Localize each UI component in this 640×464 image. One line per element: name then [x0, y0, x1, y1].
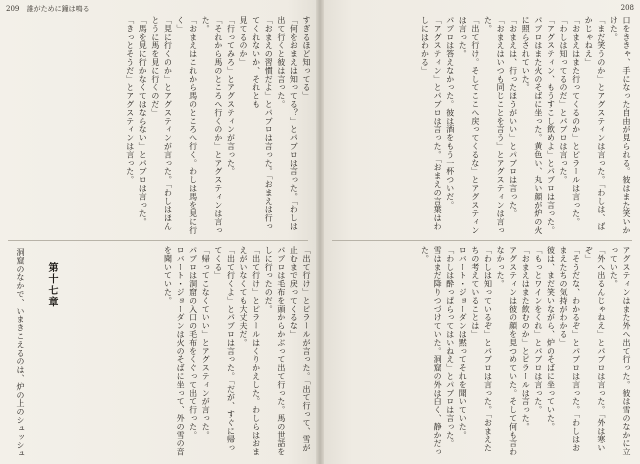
- right-page-number: 208: [620, 4, 634, 12]
- chapter-first-line: 洞窟のなかで、いまきこえるのは、炉の上のシュッシュ: [16, 248, 25, 458]
- right-page: [320, 0, 640, 464]
- text-paragraph: パブロは毛布を頭からかぶって出て行った。馬の世話をしに行ったのだ。: [264, 246, 286, 456]
- text-paragraph: 「見に行くのか」とアグスティンが言った。「わしはほんとうに馬を見に行くのだ」: [150, 16, 173, 231]
- text-paragraph: 「アグスティン、もうすこし飲めよ」とパブロは言った。: [546, 16, 556, 235]
- text-paragraph: 「出て行け」とピラールはくりかえした。わしらはおまえがいなくても大丈夫だ。: [239, 246, 261, 456]
- text-paragraph: 「わしは知っているぞ」とパブロは言った。「おまえたちの考えていることは」: [470, 246, 493, 452]
- right-running-header: [621, 4, 634, 12]
- text-paragraph: 彼は、まだ笑いながら、炉のそばに坐っていた。: [546, 246, 556, 431]
- text-paragraph: 「おまえはまた飲むのか」とピラールは言った。: [521, 246, 531, 431]
- text-paragraph: 「おまえはこれから馬のところへ行く。わしは馬を見に行く」: [176, 16, 198, 235]
- text-paragraph: 「アグスティン」とパブロは言った。「おまえの言葉はわしにはわかる」: [420, 16, 443, 231]
- text-paragraph: 「きっとそうだ」とアグスティンは言った。: [125, 16, 135, 184]
- left-running-header: [6, 4, 90, 14]
- text-paragraph: 「おまえは、行ったほうがいい」とパブロは言った。: [508, 16, 518, 218]
- left-page-number: 209: [6, 5, 20, 13]
- text-paragraph: 「何をおまえは知ってる？」とパブロは言った。「わしは出て行くと彼は言った。: [276, 16, 299, 231]
- text-paragraph: パブロはまた火のそばに坐った。黄色い、丸い顔が炉の火に照らされていた。: [521, 16, 543, 235]
- text-paragraph: パブロは答えなかった。彼は酒をもう一杯ついだ。: [445, 16, 455, 210]
- text-paragraph: 見てるのか」: [239, 16, 249, 67]
- text-paragraph: パブロは洞窟の入口の毛布をくぐって出て行った。: [188, 246, 198, 440]
- right-bottom-text-block: [330, 246, 632, 458]
- text-paragraph: ロバート・ジョーダンは火のそばに坐って、外の雪の音を聞いていた。: [163, 246, 186, 456]
- right-divider: [332, 240, 632, 241]
- text-paragraph: 「帰ってこなくていい」とアグスティンが言った。: [201, 246, 211, 440]
- chapter-title: 第十七章: [46, 262, 57, 308]
- text-paragraph: 「もっとワインをくれ」とパブロは言った。: [533, 246, 543, 414]
- text-paragraph: 「おまえはいつも同じことを言う」とアグスティンは言った。: [483, 16, 506, 235]
- text-paragraph: 「おまえはまた行ってくるのか」とピラールは言った。: [571, 16, 581, 226]
- text-paragraph: 「出て行け」とピラールが言った。「出て行って、雪が止むまで戻ってくるな」: [289, 246, 311, 452]
- left-top-text-block: [10, 16, 312, 236]
- text-paragraph: 口をききゃ、手になった自由が見られる。彼はまた笑いかけた。: [609, 16, 631, 235]
- text-paragraph: アグスティンは彼の顔を見つめていた。そして何も言わなかった。: [496, 246, 518, 456]
- right-top-text-block: [330, 16, 632, 236]
- text-paragraph: アグスティンはまた外へ出て行った。彼は雪のなかに立っていた。: [609, 246, 631, 456]
- book-gutter: [316, 0, 324, 464]
- text-paragraph: 「わしは酔っぱらってはいねえ」とパブロは言った。: [445, 246, 455, 448]
- text-paragraph: 「出て行くよ」とパブロは言った。「だが、すぐに帰ってくる」: [213, 246, 236, 452]
- left-divider: [8, 240, 308, 241]
- text-paragraph: 「馬を見に行かなくてはならない」とパブロは言った。: [138, 16, 148, 226]
- text-paragraph: 「行ってみろ」とアグスティンが言った。: [226, 16, 236, 176]
- text-paragraph: 「わしは知ってるのだ」とパブロは言った。: [559, 16, 569, 184]
- text-paragraph: 「そうだな、わかるぞ」とパブロは言った。「わしはおまえたちの気持がわかる」: [559, 246, 581, 452]
- text-paragraph: 「出て行け。そしてここへ戻ってくるな」とアグスティンは言った。: [458, 16, 480, 235]
- text-paragraph: すぎるほど知ってる」: [302, 16, 311, 100]
- text-paragraph: 「それから馬のところへ行くのか」とアグスティンは言った。: [201, 16, 223, 235]
- text-paragraph: 「外へ出るんじゃねえ」とパブロは言った。「外は寒いぞ」: [584, 246, 606, 452]
- running-head-title: 誰がために鐘は鳴る: [26, 5, 90, 13]
- text-paragraph: 雪はまだ降りつづけていた。洞窟の外は白く、静かだった。: [420, 246, 443, 456]
- text-paragraph: ロバート・ジョーダンは黙ってそれを聞いていた。: [458, 246, 468, 440]
- text-paragraph: 「おまえの習慣だよ」とパブロは言った。「おまえは行ってくれないか、それとも: [251, 16, 274, 231]
- left-bottom-text-block: [82, 246, 312, 458]
- text-paragraph: 「まだ笑うのか」とアグスティンは言った。「わしは、ばかじゃねえ」: [584, 16, 606, 231]
